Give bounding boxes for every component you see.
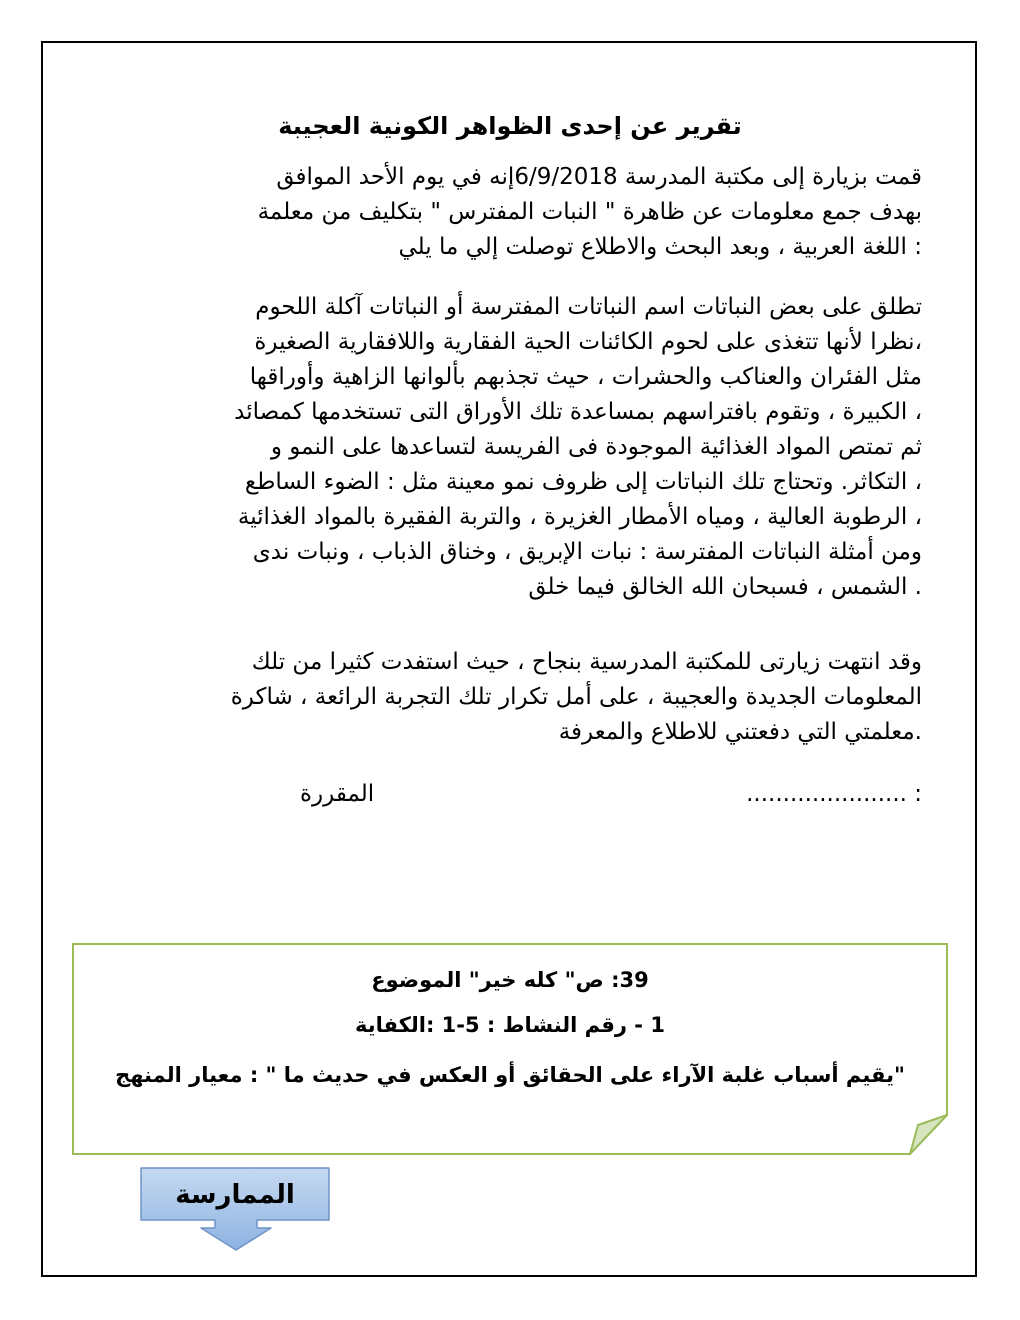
signature-dots: : ...................... — [746, 781, 922, 807]
body-paragraph — [150, 290, 922, 605]
report-title: تقرير عن إحدى الظواهر الكونية العجيبة — [278, 112, 742, 140]
closing-line: المعلومات الجديدة والعجيبة ، على أمل تكرار تلك التجربة الرائعة ، شاكرة — [230, 684, 922, 710]
body-line: ، الكبيرة ، وتقوم بافتراسهم بمساعدة تلك الأوراق التى تستخدمها كمصائد — [234, 399, 922, 425]
practice-button-label: الممارسة — [175, 1180, 295, 1210]
body-line: ،نظرا لأنها تتغذى على لحوم الكائنات الحية الفقارية واللافقارية الصغيرة — [254, 329, 922, 355]
signature-role: المقررة — [300, 781, 375, 807]
closing-line: .معلمتي التي دفعتني للاطلاع والمعرفة — [558, 719, 922, 745]
intro-line: قمت بزيارة إلى مكتبة المدرسة 6/9/2018إنه في يوم الأحد الموافق — [276, 164, 922, 190]
practice-button[interactable] — [140, 1167, 330, 1252]
body-line: ، التكاثر. وتحتاج تلك النباتات إلى ظروف نمو معينة مثل : الضوء الساطع — [244, 469, 922, 495]
body-line: مثل الفئران والعناكب والحشرات ، حيث تجذبهم بألوانها الزاهية وأوراقها — [249, 364, 922, 390]
signature-line — [300, 778, 922, 810]
lesson-info-card — [72, 943, 948, 1155]
card-activity-line: 1 - رقم النشاط : 5-1 :الكفاية — [355, 1013, 665, 1037]
body-line: ، الرطوبة العالية ، ومياه الأمطار الغزيرة ، والتربة الفقيرة بالمواد الغذائية — [237, 504, 922, 530]
body-line: ثم تمتص المواد الغذائية الموجودة فى الفريسة لتساعدها على النمو و — [270, 434, 922, 460]
body-line: ومن أمثلة النباتات المفترسة : نبات الإبريق ، وخناق الذباب ، ونبات ندى — [252, 539, 922, 565]
intro-line: بهدف جمع معلومات عن ظاهرة " النبات المفترس " بتكليف من معلمة — [257, 199, 922, 225]
closing-paragraph — [150, 645, 922, 750]
body-line: . الشمس ، فسبحان الله الخالق فيما خلق — [528, 574, 922, 600]
card-topic-line: 39: ص" كله خير" الموضوع — [371, 968, 649, 992]
card-standard-line: "يقيم أسباب غلبة الآراء على الحقائق أو العكس في حديث ما " : معيار المنهج — [115, 1063, 905, 1087]
intro-line: : اللغة العربية ، وبعد البحث والاطلاع توصلت إلي ما يلي — [398, 234, 922, 260]
body-line: تطلق على بعض النباتات اسم النباتات المفترسة أو النباتات آكلة اللحوم — [255, 294, 922, 320]
closing-line: وقد انتهت زيارتى للمكتبة المدرسية بنجاح ، حيث استفدت كثيرا من تلك — [251, 649, 922, 675]
intro-paragraph — [150, 160, 922, 265]
